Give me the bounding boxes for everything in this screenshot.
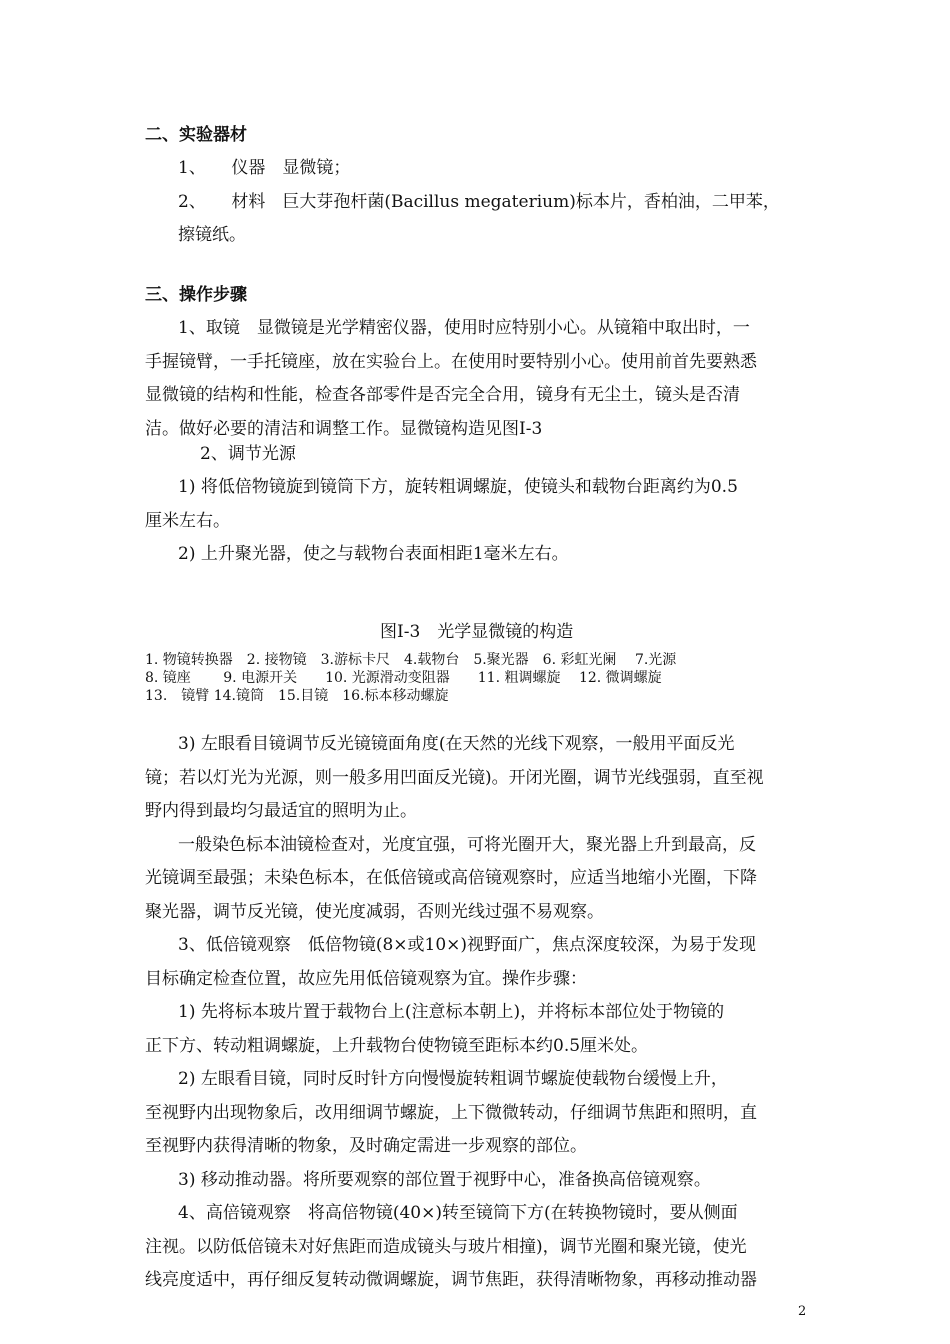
paragraph-line: 一般染色标本油镜检查对，光度宜强，可将光圈开大，聚光器上升到最高，反 (178, 835, 756, 855)
figure-caption: 图Ⅰ-3 光学显微镜的构造 (380, 622, 574, 642)
paragraph-line: 镜；若以灯光为光源，则一般多用凹面反光镜)。开闭光圈，调节光线强弱，直至视 (145, 768, 764, 788)
subheading-light-source: 2、调节光源 (200, 444, 296, 464)
paragraph-line: 2) 左眼看目镜，同时反时针方向慢慢旋转粗调节螺旋使载物台缓慢上升， (178, 1069, 728, 1089)
paragraph-line: 目标确定检查位置，故应先用低倍镜观察为宜。操作步骤： (145, 969, 587, 989)
paragraph-line: 至视野内出现物象后，改用细调节螺旋，上下微微转动，仔细调节焦距和照明，直 (145, 1103, 757, 1123)
section-heading-materials: 二、实验器材 (145, 125, 247, 145)
paragraph-line: 3) 左眼看目镜调节反光镜镜面角度(在天然的光线下观察，一般用平面反光 (178, 734, 735, 754)
paragraph-line: 4、高倍镜观察 将高倍物镜(40×)转至镜筒下方(在转换物镜时，要从侧面 (178, 1203, 738, 1223)
paragraph-line: 聚光器，调节反光镜，使光度减弱，否则光线过强不易观察。 (145, 902, 604, 922)
paragraph-line: 正下方、转动粗调螺旋，上升载物台使物镜至距标本约0.5厘米处。 (145, 1036, 649, 1056)
section-heading-procedure: 三、操作步骤 (145, 285, 247, 305)
paragraph-line: 注视。以防低倍镜未对好焦距而造成镜头与玻片相撞)，调节光圈和聚光镜，使光 (145, 1237, 747, 1257)
paragraph-line: 3、低倍镜观察 低倍物镜(8×或10×)视野面广，焦点深度较深，为易于发现 (178, 935, 757, 955)
paragraph-line: 至视野内获得清晰的物象，及时确定需进一步观察的部位。 (145, 1136, 587, 1156)
paragraph-line: 野内得到最均匀最适宜的照明为止。 (145, 801, 417, 821)
paragraph-line: 1) 先将标本玻片置于载物台上(注意标本朝上)，并将标本部位处于物镜的 (178, 1002, 725, 1022)
paragraph-line: 线亮度适中，再仔细反复转动微调螺旋，调节焦距，获得清晰物象，再移动推动器 (145, 1270, 757, 1290)
paragraph-line: 光镜调至最强；未染色标本，在低倍镜或高倍镜观察时，应适当地缩小光圈，下降 (145, 868, 757, 888)
paragraph-line: 显微镜的结构和性能，检查各部零件是否完全合用，镜身有无尘土，镜头是否清 (145, 385, 740, 405)
paragraph-line: 手握镜臂，一手托镜座，放在实验台上。在使用时要特别小心。使用前首先要熟悉 (145, 352, 757, 372)
figure-legend-line: 8. 镜座 9. 电源开关 10. 光源滑动变阻器 11. 粗调螺旋 12. 微调螺旋 (145, 670, 662, 686)
paragraph-line: 3) 移动推动器。将所要观察的部位置于视野中心，准备换高倍镜观察。 (178, 1170, 711, 1190)
figure-legend-line: 1. 物镜转换器 2. 接物镜 3.游标卡尺 4.载物台 5.聚光器 6. 彩虹光阑 7.光源 (145, 652, 677, 668)
paragraph-line: 2) 上升聚光器，使之与载物台表面相距1毫米左右。 (178, 544, 569, 564)
paragraph-line: 厘米左右。 (145, 511, 230, 531)
page-number: 2 (798, 1304, 807, 1319)
paragraph-line: 洁。做好必要的清洁和调整工作。显微镜构造见图Ⅰ-3 (145, 419, 543, 439)
paragraph-line: 1、取镜 显微镜是光学精密仪器，使用时应特别小心。从镜箱中取出时，一 (178, 318, 750, 338)
materials-item-materials-cont: 擦镜纸。 (178, 225, 246, 245)
materials-item-materials: 2、 材料 巨大芽孢杆菌(Bacillus megaterium)标本片，香柏油，二甲苯， (178, 192, 780, 212)
paragraph-line: 1) 将低倍物镜旋到镜筒下方，旋转粗调螺旋，使镜头和载物台距离约为0.5 (178, 477, 738, 497)
figure-legend-line: 13. 镜臂 14.镜筒 15.目镜 16.标本移动螺旋 (145, 688, 449, 704)
materials-item-instrument: 1、 仪器 显微镜； (178, 158, 351, 178)
